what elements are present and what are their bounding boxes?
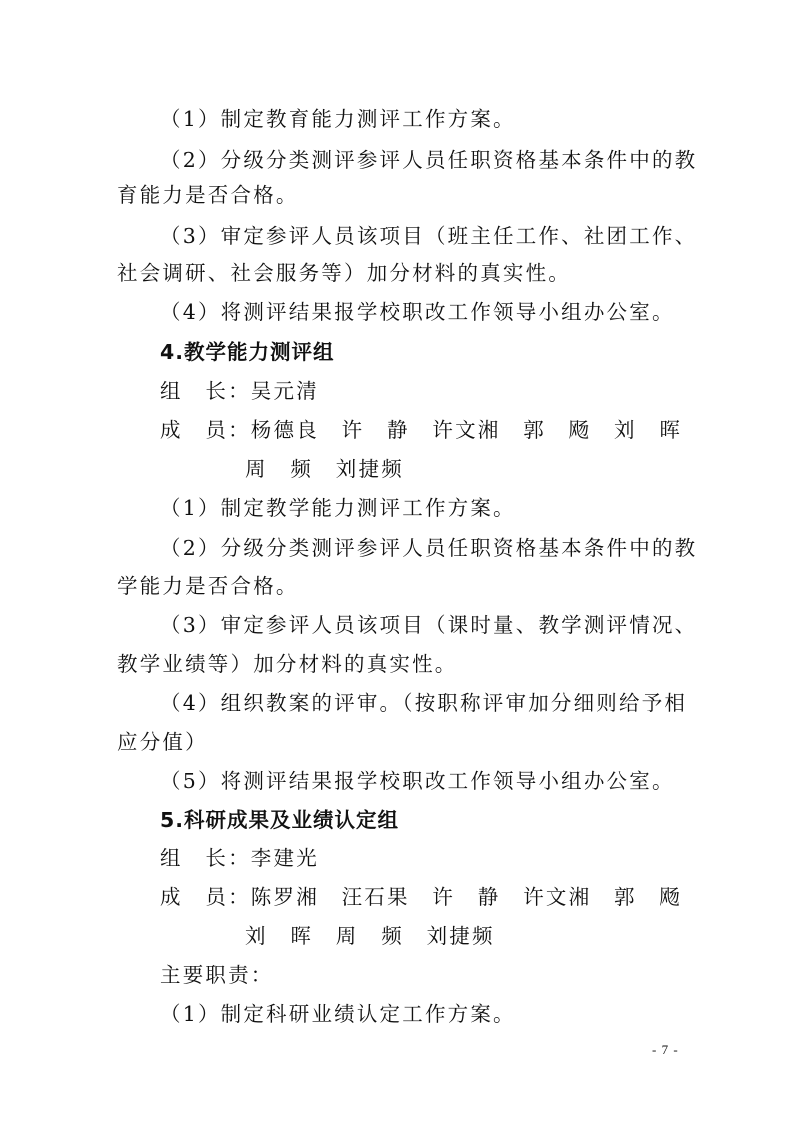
item-2-education-grading: （2）分级分类测评参评人员任职资格基本条件中的教	[160, 148, 698, 172]
item-3-education-verify-cont: 社会调研、社会服务等）加分材料的真实性。	[117, 261, 571, 285]
research-group-members-cont: 刘 晖 周 频 刘捷频	[245, 924, 495, 948]
teaching-group-leader: 组 长：吴元清	[160, 379, 319, 403]
item-4-teaching-review-cont: 应分值）	[117, 730, 208, 754]
teaching-group-members: 成 员：杨德良 许 静 许文湘 郭 飏 刘 晖	[160, 418, 683, 442]
item-3-teaching-verify: （3）审定参评人员该项目（课时量、教学测评情况、	[160, 613, 698, 637]
page-number: - 7 -	[652, 1042, 679, 1057]
item-2-teaching-grading-cont: 学能力是否合格。	[117, 574, 299, 598]
item-1-research-plan: （1）制定科研业绩认定工作方案。	[160, 1002, 516, 1026]
item-2-teaching-grading: （2）分级分类测评参评人员任职资格基本条件中的教	[160, 536, 698, 560]
section-heading-teaching: 4.教学能力测评组	[160, 340, 335, 364]
item-3-education-verify: （3）审定参评人员该项目（班主任工作、社团工作、	[160, 224, 698, 248]
section-heading-research: 5.科研成果及业绩认定组	[160, 808, 400, 832]
item-1-education-plan: （1）制定教育能力测评工作方案。	[160, 107, 516, 131]
item-2-education-grading-cont: 育能力是否合格。	[117, 183, 299, 207]
research-group-leader: 组 长：李建光	[160, 846, 319, 870]
main-duties-label: 主要职责：	[160, 963, 274, 987]
research-group-members: 成 员：陈罗湘 汪石果 许 静 许文湘 郭 飏	[160, 885, 683, 909]
item-4-teaching-review: （4）组织教案的评审。（按职称评审加分细则给予相	[160, 691, 688, 715]
teaching-group-members-cont: 周 频 刘捷频	[245, 457, 404, 481]
item-4-education-report: （4）将测评结果报学校职改工作领导小组办公室。	[160, 300, 675, 324]
item-1-teaching-plan: （1）制定教学能力测评工作方案。	[160, 496, 516, 520]
item-5-teaching-report: （5）将测评结果报学校职改工作领导小组办公室。	[160, 769, 675, 793]
item-3-teaching-verify-cont: 教学业绩等）加分材料的真实性。	[117, 652, 458, 676]
